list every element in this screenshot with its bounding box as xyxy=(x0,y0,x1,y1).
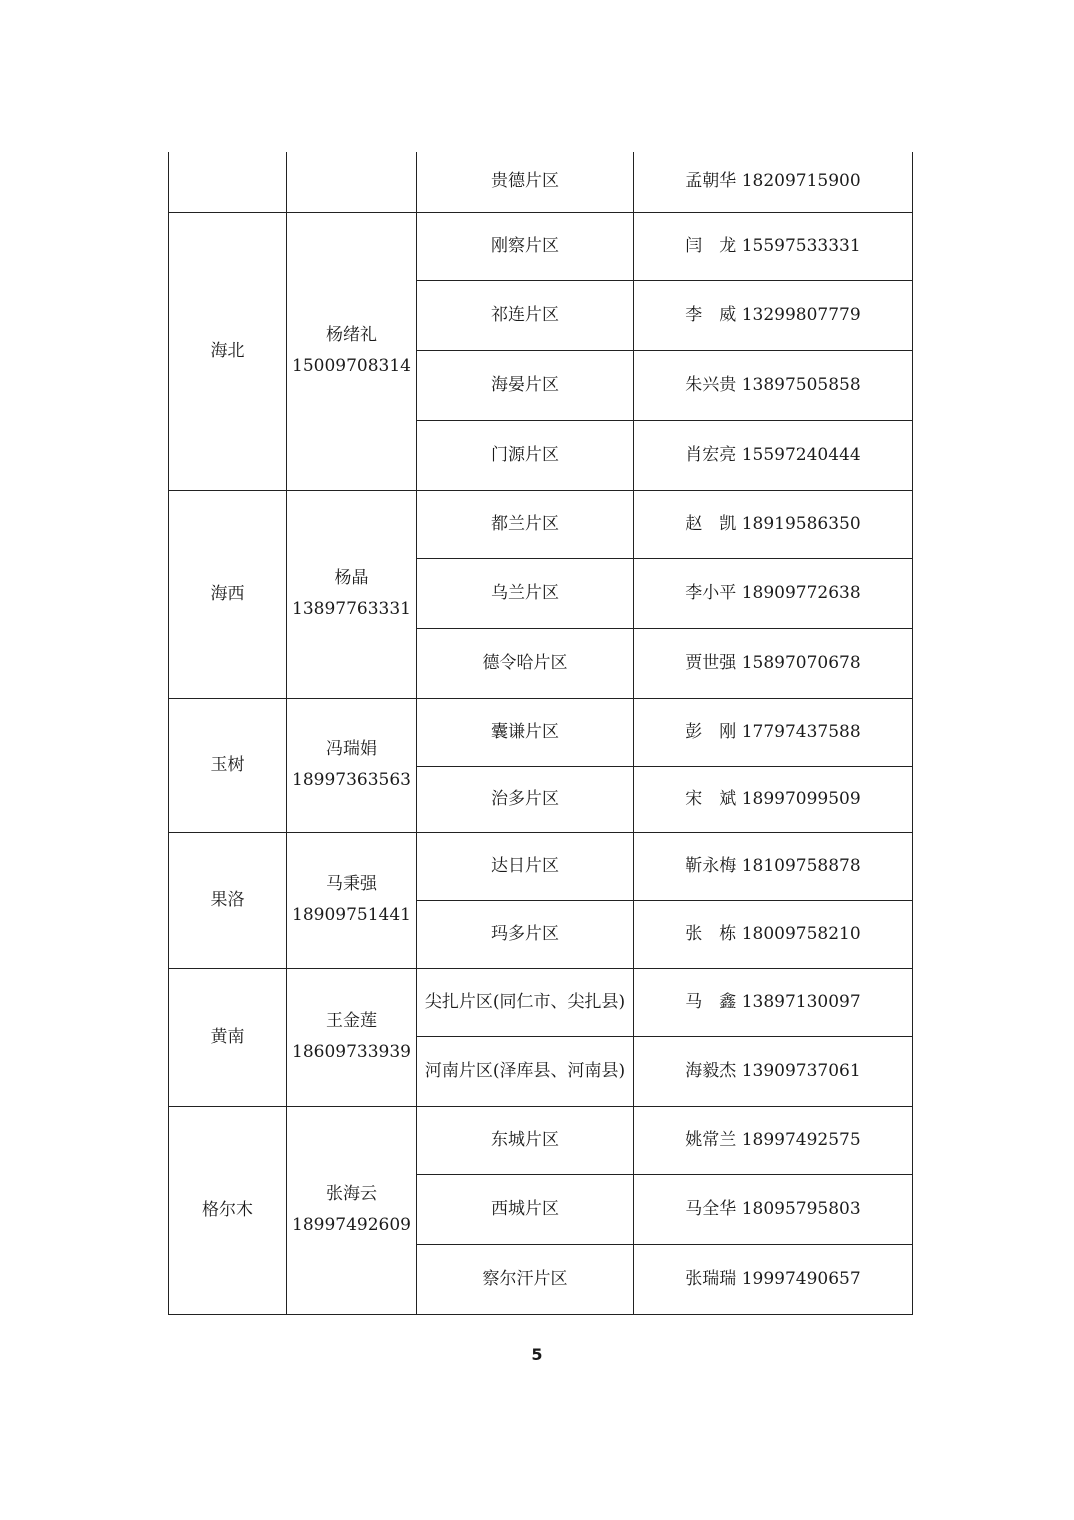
lead-phone: 15009708314 xyxy=(292,356,411,376)
district-cell: 西城片区 xyxy=(417,1174,634,1244)
lead-name: 马秉强 xyxy=(326,874,377,895)
contact-cell: 马全华 18095795803 xyxy=(634,1174,913,1244)
contact-cell: 彭 刚 17797437588 xyxy=(634,698,913,766)
lead-cell xyxy=(287,490,417,698)
contact-cell: 李小平 18909772638 xyxy=(634,558,913,628)
table-row xyxy=(169,1106,913,1174)
table-row xyxy=(169,490,913,558)
region-cell: 黄南 xyxy=(169,968,287,1106)
district-cell: 海晏片区 xyxy=(417,350,634,420)
region-cell: 海西 xyxy=(169,490,287,698)
district-cell: 刚察片区 xyxy=(417,212,634,280)
lead-name: 杨绪礼 xyxy=(326,325,377,346)
district-cell: 治多片区 xyxy=(417,766,634,832)
district-cell: 德令哈片区 xyxy=(417,628,634,698)
contact-cell: 孟朝华 18209715900 xyxy=(634,152,913,212)
lead-cell xyxy=(287,832,417,968)
contact-cell: 闫 龙 15597533331 xyxy=(634,212,913,280)
lead-name: 王金莲 xyxy=(326,1011,377,1032)
contact-cell: 马 鑫 13897130097 xyxy=(634,968,913,1036)
district-cell: 都兰片区 xyxy=(417,490,634,558)
table-row xyxy=(169,698,913,766)
district-cell: 尖扎片区(同仁市、尖扎县) xyxy=(417,968,634,1036)
lead-cell xyxy=(287,212,417,490)
contact-cell: 宋 斌 18997099509 xyxy=(634,766,913,832)
table-row xyxy=(169,152,913,212)
table-row xyxy=(169,968,913,1036)
contact-cell: 肖宏亮 15597240444 xyxy=(634,420,913,490)
lead-name: 张海云 xyxy=(326,1184,377,1205)
contact-cell: 张 栋 18009758210 xyxy=(634,900,913,968)
district-cell: 祁连片区 xyxy=(417,280,634,350)
contact-cell: 靳永梅 18109758878 xyxy=(634,832,913,900)
lead-phone: 18609733939 xyxy=(292,1042,411,1062)
district-cell: 门源片区 xyxy=(417,420,634,490)
contact-cell: 李 威 13299807779 xyxy=(634,280,913,350)
district-cell: 玛多片区 xyxy=(417,900,634,968)
region-cell: 格尔木 xyxy=(169,1106,287,1314)
contact-cell: 姚常兰 18997492575 xyxy=(634,1106,913,1174)
contact-cell: 张瑞瑞 19997490657 xyxy=(634,1244,913,1314)
lead-cell xyxy=(287,1106,417,1314)
lead-phone: 13897763331 xyxy=(292,599,411,619)
contact-cell: 贾世强 15897070678 xyxy=(634,628,913,698)
district-cell: 东城片区 xyxy=(417,1106,634,1174)
lead-phone: 18909751441 xyxy=(292,905,411,925)
district-cell: 乌兰片区 xyxy=(417,558,634,628)
district-cell: 察尔汗片区 xyxy=(417,1244,634,1314)
table-row xyxy=(169,212,913,280)
contact-cell: 海毅杰 13909737061 xyxy=(634,1036,913,1106)
page-number: 5 xyxy=(531,1345,543,1364)
lead-cell xyxy=(287,968,417,1106)
lead-cell xyxy=(287,698,417,832)
lead-name: 冯瑞娟 xyxy=(326,739,377,760)
district-cell: 囊谦片区 xyxy=(417,698,634,766)
lead-phone: 18997492609 xyxy=(292,1215,411,1235)
district-cell: 河南片区(泽库县、河南县) xyxy=(417,1036,634,1106)
contact-table xyxy=(168,152,913,1315)
district-cell: 达日片区 xyxy=(417,832,634,900)
lead-phone: 18997363563 xyxy=(292,770,411,790)
region-cell xyxy=(169,152,287,212)
lead-name: 杨晶 xyxy=(334,568,369,589)
contact-cell: 赵 凯 18919586350 xyxy=(634,490,913,558)
region-cell: 果洛 xyxy=(169,832,287,968)
region-cell: 玉树 xyxy=(169,698,287,832)
contact-cell: 朱兴贵 13897505858 xyxy=(634,350,913,420)
table-row xyxy=(169,832,913,900)
lead-cell xyxy=(287,152,417,212)
district-cell: 贵德片区 xyxy=(417,152,634,212)
region-cell: 海北 xyxy=(169,212,287,490)
